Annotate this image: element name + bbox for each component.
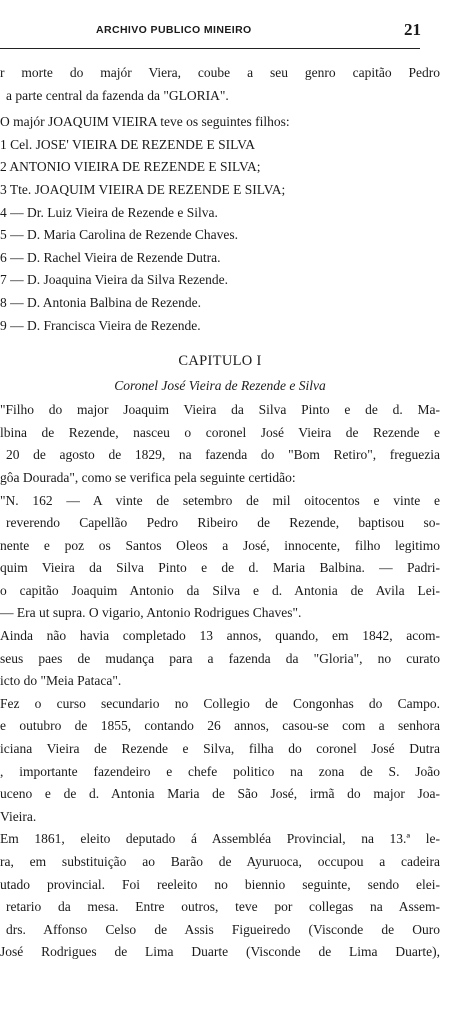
text-line: Ainda não havia completado 13 annos, quando, em 1842, acom- xyxy=(0,628,440,644)
list-item: 3 Tte. JOAQUIM VIEIRA DE REZENDE E SILVA; xyxy=(0,181,286,197)
header-rule xyxy=(0,48,420,49)
chapter-subtitle: Coronel José Vieira de Rezende e Silva xyxy=(114,378,326,394)
text-line: "Filho do major Joaquim Vieira da Silva Pinto e de d. Ma- xyxy=(0,402,440,418)
chapter-title: CAPITULO I xyxy=(178,353,262,370)
text-line: uceno e de d. Antonia Maria de São José, irmã do major Joa- xyxy=(0,786,440,802)
text-line: r morte do majór Viera, coube a seu genro capitão Pedro xyxy=(0,65,440,80)
text-line: ra, em substituição ao Barão de Ayuruoca, occupou a cadeira xyxy=(0,854,440,869)
list-item: 5 — D. Maria Carolina de Rezende Chaves. xyxy=(0,227,239,243)
text-line: lbina de Rezende, nasceu o coronel José Vieira de Rezende e xyxy=(0,424,440,440)
text-line: reverendo Capellão Pedro Ribeiro de Rezende, baptisou so- xyxy=(6,515,440,531)
list-item: 6 — D. Rachel Vieira de Rezende Dutra. xyxy=(0,249,221,265)
text-line: o capitão Joaquim Antonio da Silva e d. Antonia de Avila Lei- xyxy=(0,582,440,598)
list-item: 2 ANTONIO VIEIRA DE REZENDE E SILVA; xyxy=(0,159,261,175)
text-line: icto do "Meia Pataca". xyxy=(0,673,122,689)
list-item: 7 — D. Joaquina Vieira da Silva Rezende. xyxy=(0,272,229,288)
running-title: ARCHIVO PUBLICO MINEIRO xyxy=(96,24,252,36)
page-header xyxy=(0,20,453,40)
text-line: Em 1861, eleito deputado á Assembléa Provincial, na 13.ª le- xyxy=(0,831,440,847)
text-line: drs. Affonso Celso de Assis Figueiredo (Visconde de Ouro xyxy=(6,921,440,937)
text-line: e outubro de 1855, contando 26 annos, casou-se com a senhora xyxy=(0,718,440,734)
list-item: 8 — D. Antonia Balbina de Rezende. xyxy=(0,294,201,310)
text-line: iciana Vieira de Rezende e Silva, filha do coronel José Dutra xyxy=(0,741,440,757)
text-line: , importante fazendeiro e chefe politico na zona de S. João xyxy=(0,763,440,779)
text-line: Fez o curso secundario no Collegio de Congonhas do Campo. xyxy=(0,695,440,711)
text-line: utado provincial. Foi reeleito no biennio seguinte, sendo elei- xyxy=(0,876,440,892)
text-line: quim Vieira da Silva Pinto e de d. Maria Balbina. — Padri- xyxy=(0,560,440,576)
text-line: "N. 162 — A vinte de setembro de mil oitocentos e vinte e xyxy=(0,492,440,508)
text-line: Vieira. xyxy=(0,808,37,824)
body-text xyxy=(0,62,440,964)
text-line: a parte central da fazenda da "GLORIA". xyxy=(6,87,229,103)
text-line: 20 de agosto de 1829, na fazenda do "Bom Retiro", freguezia xyxy=(6,447,440,463)
text-line: — Era ut supra. O vigario, Antonio Rodrigues Chaves". xyxy=(0,605,302,621)
text-line: retario da mesa. Entre outros, teve por collegas na Assem- xyxy=(6,899,440,915)
text-line: José Rodrigues de Lima Duarte (Visconde de Lima Duarte), xyxy=(0,944,440,960)
text-line: gôa Dourada", como se verifica pela seguinte certidão: xyxy=(0,469,296,485)
children-heading: O majór JOAQUIM VIEIRA teve os seguintes filhos: xyxy=(0,114,290,130)
list-item: 1 Cel. JOSE' VIEIRA DE REZENDE E SILVA xyxy=(0,136,255,152)
text-line: seus paes de mudança para a fazenda da "Gloria", no curato xyxy=(0,650,440,666)
page-number: 21 xyxy=(404,20,421,39)
list-item: 9 — D. Francisca Vieira de Rezende. xyxy=(0,317,201,333)
list-item: 4 — Dr. Luiz Vieira de Rezende e Silva. xyxy=(0,204,218,220)
text-line: nente e poz os Santos Oleos a José, innocente, filho legitimo xyxy=(0,537,440,553)
